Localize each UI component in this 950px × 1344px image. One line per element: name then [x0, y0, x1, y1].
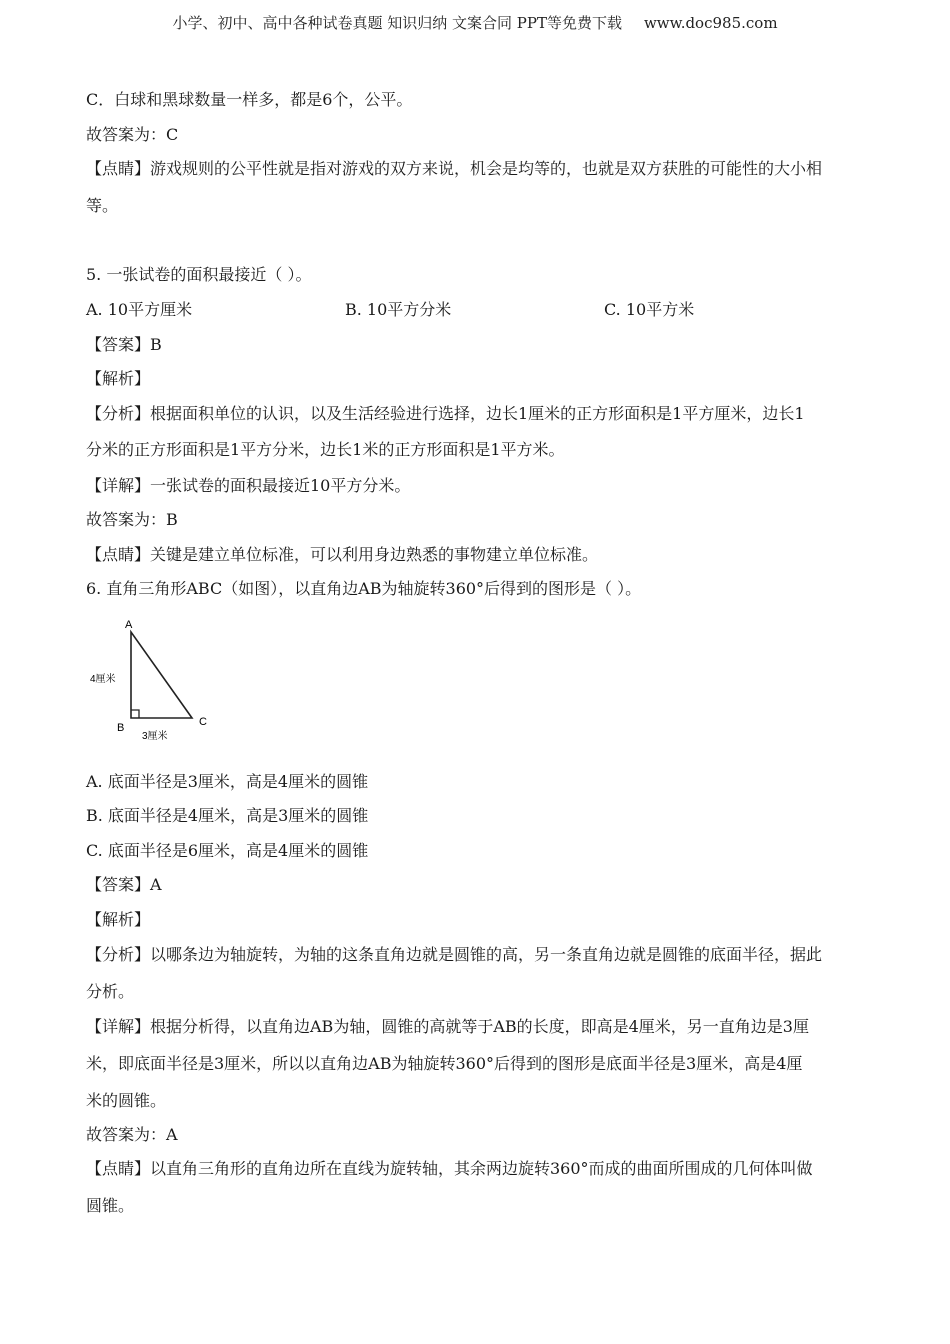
- header-site-link[interactable]: www.doc985.com: [643, 14, 778, 32]
- q6-analysis-line1: 【分析】以哪条边为轴旋转，为轴的这条直角边就是圆锥的高，另一条直角边就是圆锥的底面半径，据此: [86, 945, 823, 964]
- q6-note-line1: 【点睛】以直角三角形的直角边所在直线为旋转轴，其余两边旋转360°而成的曲面所围成的几何体叫做: [86, 1159, 813, 1178]
- q4-option-c: C．白球和黑球数量一样多，都是6个，公平。: [86, 90, 413, 109]
- q6-analysis-tag: 【解析】: [86, 910, 151, 929]
- q6-detail-line2: 米，即底面半径是3厘米，所以以直角边AB为轴旋转360°后得到的图形是底面半径是3厘米，高是4厘: [86, 1054, 803, 1073]
- q5-final-answer: 故答案为：B: [86, 510, 178, 529]
- page-header: [0, 12, 950, 33]
- q6-detail-line3: 米的圆锥。: [86, 1091, 167, 1110]
- q6-question: 6. 直角三角形ABC（如图），以直角边AB为轴旋转360°后得到的图形是（ ）。: [86, 579, 642, 598]
- vertex-label-a: A: [125, 619, 133, 631]
- q4-note-line2: 等。: [86, 196, 119, 215]
- vertex-label-b: B: [117, 722, 125, 734]
- q6-option-b: B. 底面半径是4厘米，高是3厘米的圆锥: [86, 806, 369, 825]
- q4-note-line1: 【点睛】游戏规则的公平性就是指对游戏的双方来说，机会是均等的，也就是双方获胜的可能性的大小相: [86, 159, 823, 178]
- right-angle-mark: [131, 710, 139, 718]
- q6-answer-tag: 【答案】A: [86, 875, 162, 894]
- q5-analysis-tag: 【解析】: [86, 369, 151, 388]
- vertex-label-c: C: [199, 716, 207, 728]
- q5-answer-tag: 【答案】B: [86, 335, 162, 354]
- header-text: 小学、初中、高中各种试卷真题 知识归纳 文案合同 PPT等免费下载: [172, 14, 622, 32]
- q5-note: 【点睛】关键是建立单位标准，可以利用身边熟悉的事物建立单位标准。: [86, 545, 599, 564]
- q5-option-a: A. 10平方厘米: [86, 300, 193, 319]
- q5-analysis-line2: 分米的正方形面积是1平方分米，边长1米的正方形面积是1平方米。: [86, 440, 565, 459]
- right-triangle-figure: [86, 612, 216, 747]
- q6-detail-line1: 【详解】根据分析得，以直角边AB为轴，圆锥的高就等于AB的长度，即高是4厘米，另一直角边是3厘: [86, 1017, 809, 1036]
- q5-question: 5. 一张试卷的面积最接近（ ）。: [86, 265, 312, 284]
- q5-option-c: C. 10平方米: [604, 300, 695, 319]
- triangle-abc: [131, 632, 192, 718]
- q5-detail: 【详解】一张试卷的面积最接近10平方分米。: [86, 476, 411, 495]
- q6-option-c: C. 底面半径是6厘米，高是4厘米的圆锥: [86, 841, 369, 860]
- triangle-diagram: [86, 612, 216, 747]
- q5-analysis-line1: 【分析】根据面积单位的认识，以及生活经验进行选择，边长1厘米的正方形面积是1平方厘米，边长1: [86, 404, 805, 423]
- side-label-ab: 4厘米: [90, 674, 116, 685]
- side-label-bc: 3厘米: [142, 731, 168, 742]
- q6-final-answer: 故答案为：A: [86, 1125, 178, 1144]
- q6-option-a: A. 底面半径是3厘米，高是4厘米的圆锥: [86, 772, 369, 791]
- q5-option-b: B. 10平方分米: [345, 300, 452, 319]
- q6-analysis-line2: 分析。: [86, 982, 135, 1001]
- q6-note-line2: 圆锥。: [86, 1196, 135, 1215]
- q4-answer: 故答案为：C: [86, 125, 179, 144]
